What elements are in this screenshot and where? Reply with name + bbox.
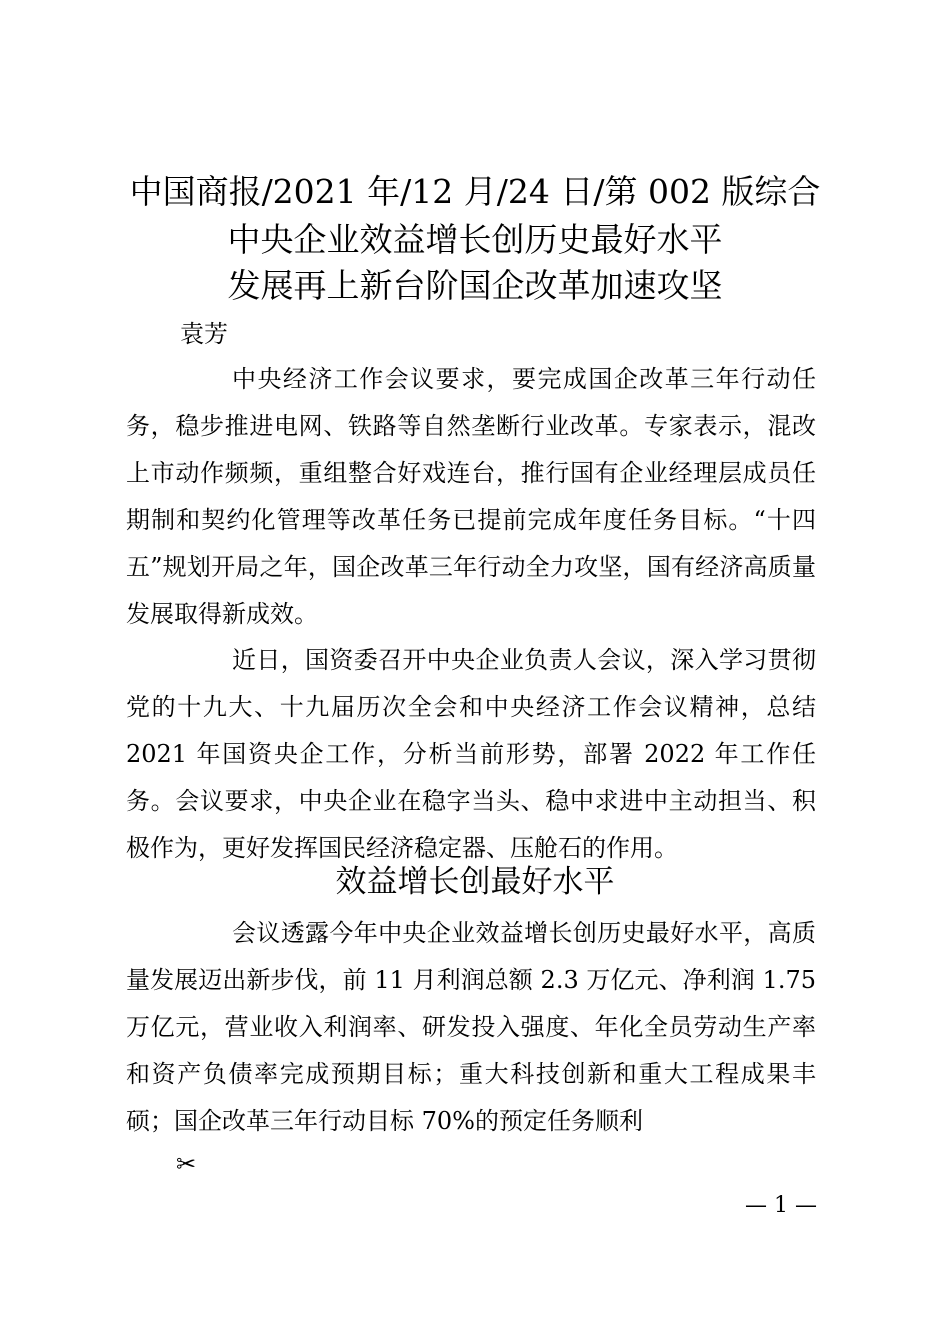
author-name: 袁芳 (180, 320, 228, 348)
headline-sub: 发展再上新台阶国企改革加速攻坚 (227, 266, 723, 305)
section-heading: 效益增长创最好水平 (335, 864, 615, 900)
body-paragraph-2: 近日，国资委召开中央企业负责人会议，深入学习贯彻党的十九大、十九届历次全会和中央经济工作会议精神，总结 2021 年国资央企工作，分析当前形势，部署 2022 年工作任务。会议要求，中央企业在稳字当头、稳中求进中主动担当、积极作为，更好发挥国民经济稳定器、压舱石的作用。 (126, 646, 816, 862)
body-paragraph-1: 中央经济工作会议要求，要完成国企改革三年行动任务，稳步推进电网、铁路等自然垄断行业改革。专家表示，混改上市动作频频，重组整合好戏连台，推行国有企业经理层成员任期制和契约化管理等改革任务已提前完成年度任务目标。“十四五”规划开局之年，国企改革三年行动全力攻坚，国有经济高质量发展取得新成效。 (126, 365, 816, 628)
headline-main: 中央企业效益增长创历史最好水平 (227, 220, 723, 259)
scissors-icon: ✂ (176, 1150, 197, 1178)
headline-source-line: 中国商报/2021 年/12 月/24 日/第 002 版综合 (129, 172, 821, 211)
page-number: — 1 — (745, 1193, 817, 1218)
body-paragraph-3: 会议透露今年中央企业效益增长创历史最好水平，高质量发展迈出新步伐，前 11 月利润总额 2.3 万亿元、净利润 1.75 万亿元，营业收入利润率、研发投入强度、年化全员劳动生产率和资产负债率完成预期目标；重大科技创新和重大工程成果丰硕；国企改革三年行动目标 70%的预定任务顺利 (126, 919, 816, 1135)
